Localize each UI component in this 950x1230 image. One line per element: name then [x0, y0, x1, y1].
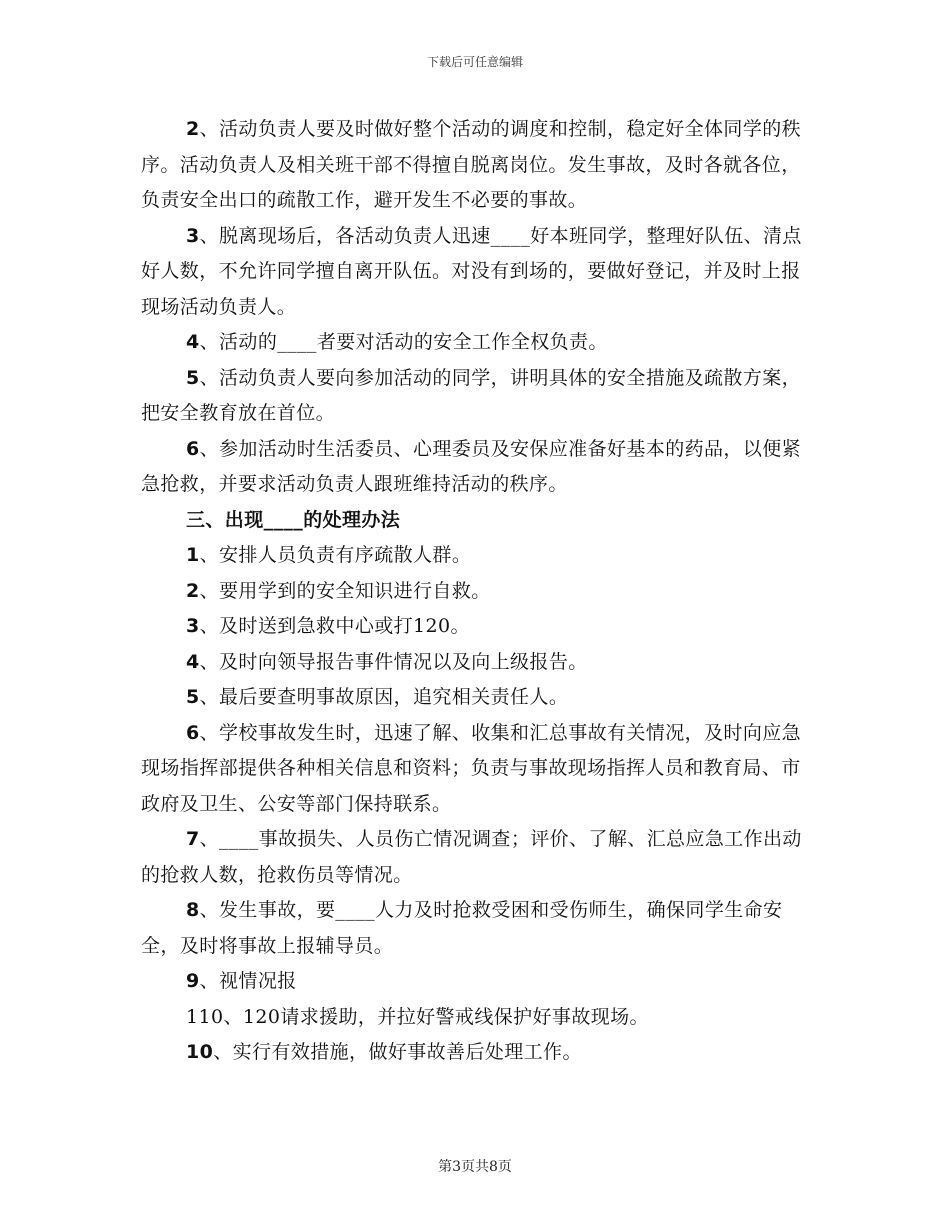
item-number: 4: [186, 331, 200, 353]
list-item-1: [141, 538, 813, 574]
paragraph-3: [141, 219, 813, 326]
item-text: 、活动负责人要向参加活动的同学，讲明具体的安全措施及疏散方案，把安全教育放在首位。: [141, 366, 802, 424]
document-body: [141, 112, 813, 1071]
list-item-2: [141, 574, 813, 610]
item-number: 7: [186, 828, 200, 850]
item-text: 、脱离现场后，各活动负责人迅速____好本班同学，整理好队伍、清点好人数，不允许同学擅自离开队伍。对没有到场的，要做好登记，并及时上报现场活动负责人。: [141, 224, 802, 318]
item-text: 、发生事故，要____人力及时抢救受困和受伤师生，确保同学生命安全，及时将事故上报辅导员。: [141, 899, 783, 957]
item-text: 、安排人员负责有序疏散人群。: [199, 544, 472, 566]
section-heading: 三、出现____的处理办法: [186, 508, 401, 531]
item-number: 3: [186, 615, 200, 637]
paragraph-2: [141, 112, 813, 219]
item-text: 、学校事故发生时，迅速了解、收集和汇总事故有关情况，及时向应急现场指挥部提供各种相关信息和资料；负责与事故现场指挥人员和教育局、市政府及卫生、公安等部门保持联系。: [141, 721, 802, 815]
item-text: 、要用学到的安全知识进行自救。: [199, 579, 491, 602]
list-item-8: [141, 893, 813, 964]
list-item-7: [141, 822, 813, 893]
list-item-4: [141, 645, 813, 681]
item-text: 、及时向领导报告事件情况以及向上级报告。: [199, 650, 588, 673]
item-text: 、实行有效措施，做好事故善后处理工作。: [213, 1041, 582, 1063]
list-item-3: [141, 609, 813, 645]
item-text: 、活动的____者要对活动的安全工作全权负责。: [199, 331, 608, 353]
item-number: 5: [186, 686, 200, 708]
paragraph-5: [141, 361, 813, 432]
item-number: 9: [186, 970, 200, 992]
item-number: 2: [186, 118, 200, 140]
paragraph-4: [141, 325, 813, 361]
item-text: 、视情况报: [199, 970, 297, 992]
item-text: 、最后要查明事故原因，追究相关责任人。: [199, 686, 569, 708]
item-text: 、活动负责人要及时做好整个活动的调度和控制，稳定好全体同学的秩序。活动负责人及相关班干部不得擅自脱离岗位。发生事故，及时各就各位，负责安全出口的疏散工作，避开发生不必要的事故。: [141, 118, 802, 211]
item-number: 5: [186, 366, 200, 389]
item-number: 1: [186, 544, 200, 566]
list-item-6: [141, 716, 813, 823]
item-number: 3: [186, 224, 200, 247]
list-item-9-continuation: 110、120请求援助，并拉好警戒线保护好事故现场。: [186, 1005, 649, 1028]
item-number: 2: [186, 579, 200, 602]
item-number: 10: [186, 1041, 214, 1063]
list-item-9: [141, 964, 813, 1000]
item-number: 8: [186, 899, 200, 921]
item-text: 、及时送到急救中心或打120。: [199, 615, 470, 637]
item-number: 4: [186, 650, 200, 673]
item-text: 、____事故损失、人员伤亡情况调查；评价、了解、汇总应急工作出动的抢救人数，抢救伤员等情况。: [141, 828, 802, 886]
list-item-10: [141, 1035, 813, 1071]
page-header: 下载后可任意编辑: [426, 55, 523, 69]
item-number: 6: [186, 437, 200, 460]
item-text: 、参加活动时生活委员、心理委员及安保应准备好基本的药品，以便紧急抢救，并要求活动负责人跟班维持活动的秩序。: [141, 437, 802, 495]
page-footer: 第3页共8页: [438, 1159, 512, 1175]
list-item-5: [141, 680, 813, 716]
item-number: 6: [186, 721, 200, 744]
paragraph-6: [141, 432, 813, 503]
